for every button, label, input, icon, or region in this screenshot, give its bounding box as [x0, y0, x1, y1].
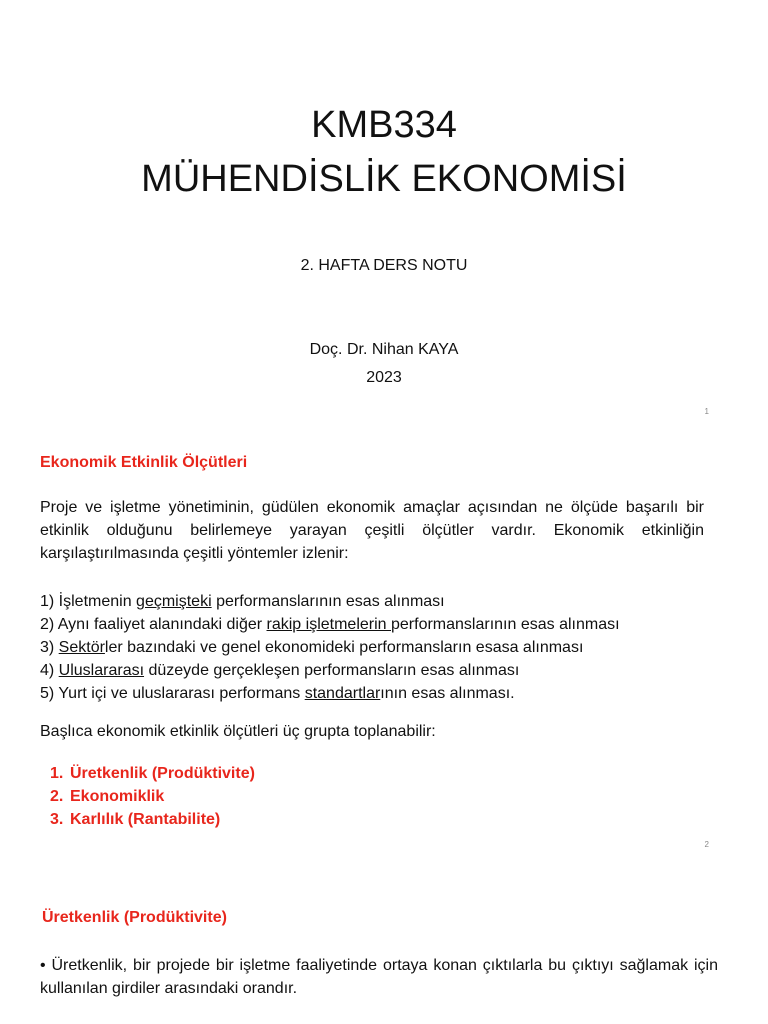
list-item: 2. Ekonomiklik	[50, 788, 165, 805]
list-item: 1. Üretkenlik (Prodüktivite)	[50, 765, 255, 782]
groups-list	[50, 762, 255, 831]
course-title: MÜHENDİSLİK EKONOMİSİ	[141, 158, 627, 200]
groups-intro: Başlıca ekonomik etkinlik ölçütleri üç grupta toplanabilir:	[40, 723, 436, 740]
content-slide-productivity	[0, 860, 768, 1024]
intro-paragraph: Proje ve işletme yönetiminin, güdülen ekonomik amaçlar açısından ne ölçüde başarılı bir etkinlik olduğunu belirlemeye yarayan çeşitli ölçütler vardır. Ekonomik etkinliğin karşılaştırılmasında çeşitli yöntemler izlenir:	[40, 499, 704, 562]
methods-list	[40, 590, 720, 705]
underlined-term: geçmişteki	[136, 593, 212, 610]
underlined-term: rakip işletmelerin	[266, 616, 391, 633]
page-number: 2	[704, 840, 709, 849]
content-slide-efficiency	[0, 426, 768, 860]
course-code: KMB334	[311, 104, 457, 146]
page-number: 1	[704, 407, 709, 416]
underlined-term: Uluslararası	[58, 662, 145, 679]
section-heading: Ekonomik Etkinlik Ölçütleri	[40, 454, 248, 471]
list-item: 3. Karlılık (Rantabilite)	[50, 811, 221, 828]
list-item: 4) Uluslararası düzeyde gerçekleşen performansların esas alınması	[40, 662, 520, 679]
bullet-paragraph: • Üretkenlik, bir projede bir işletme faaliyetinde ortaya konan çıktılarla bu çıktıyı sağlamak için kullanılan girdiler arasındaki orandır.	[40, 957, 718, 997]
list-item: 3) Sektörler bazındaki ve genel ekonomideki performansların esasa alınması	[40, 639, 584, 656]
title-slide	[0, 0, 768, 426]
underlined-term: Sektör	[58, 639, 105, 656]
list-item: 5) Yurt içi ve uluslararası performans standartlarının esas alınması.	[40, 685, 515, 702]
underlined-term: standartlar	[304, 685, 381, 702]
year: 2023	[366, 369, 402, 386]
list-item: 2) Aynı faaliyet alanındaki diğer rakip işletmelerin performanslarının esas alınması	[40, 616, 620, 633]
author-name: Doç. Dr. Nihan KAYA	[309, 341, 459, 358]
section-heading: Üretkenlik (Prodüktivite)	[42, 909, 227, 926]
list-item: 1) İşletmenin geçmişteki performanslarının esas alınması	[40, 593, 445, 610]
lecture-subtitle: 2. HAFTA DERS NOTU	[300, 257, 468, 274]
